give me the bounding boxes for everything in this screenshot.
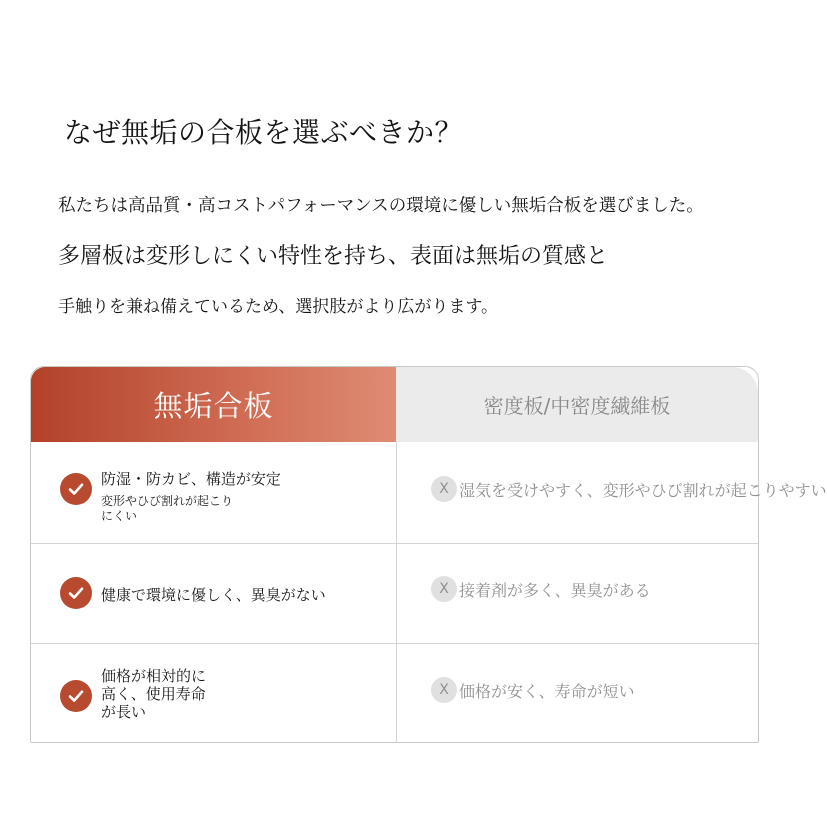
table-row	[31, 644, 758, 743]
con-label: 価格が安く、寿命が短い	[459, 681, 635, 701]
page-title: なぜ無垢の合板を選ぶべきか？	[64, 116, 464, 149]
table-row	[31, 443, 827, 543]
con-text	[431, 677, 760, 703]
pro-main-text: 防湿・防カビ、構造が安定	[101, 470, 281, 488]
comparison-table	[30, 366, 827, 743]
intro-line-2: 多層板は変形しにくい特性を持ち、表面は無垢の質感と	[58, 244, 609, 269]
x-circle-icon: X	[431, 476, 457, 502]
check-circle-icon	[60, 577, 92, 609]
pro-main-text: 価格が相対的に 高く、使用寿命 が長い	[101, 667, 207, 721]
check-circle-icon	[60, 473, 92, 505]
table-row	[31, 544, 758, 643]
pro-sub-text: 変形やひび割れが起こり にくい	[101, 494, 234, 523]
con-label: 湿気を受けやすく、変形やひび割れが起こりやすい	[459, 480, 827, 500]
pro-text	[101, 469, 281, 524]
check-circle-icon	[60, 680, 92, 712]
solid-plywood-header: 無垢合板	[31, 367, 396, 442]
x-circle-icon: X	[431, 677, 457, 703]
intro-line-3: 手触りを兼ね備えているため、選択肢がより広がります。	[58, 297, 498, 317]
intro-line-1: 私たちは高品質・高コストパフォーマンスの環境に優しい無垢合板を選びました。	[58, 196, 704, 216]
mdf-header: 密度板/中密度繊維板	[396, 367, 758, 442]
con-text	[431, 476, 827, 502]
x-circle-icon: X	[431, 576, 457, 602]
pro-main-text: 健康で環境に優しく、異臭がない	[101, 586, 326, 604]
con-label: 接着剤が多く、異臭がある	[459, 580, 651, 600]
con-text	[431, 576, 760, 602]
